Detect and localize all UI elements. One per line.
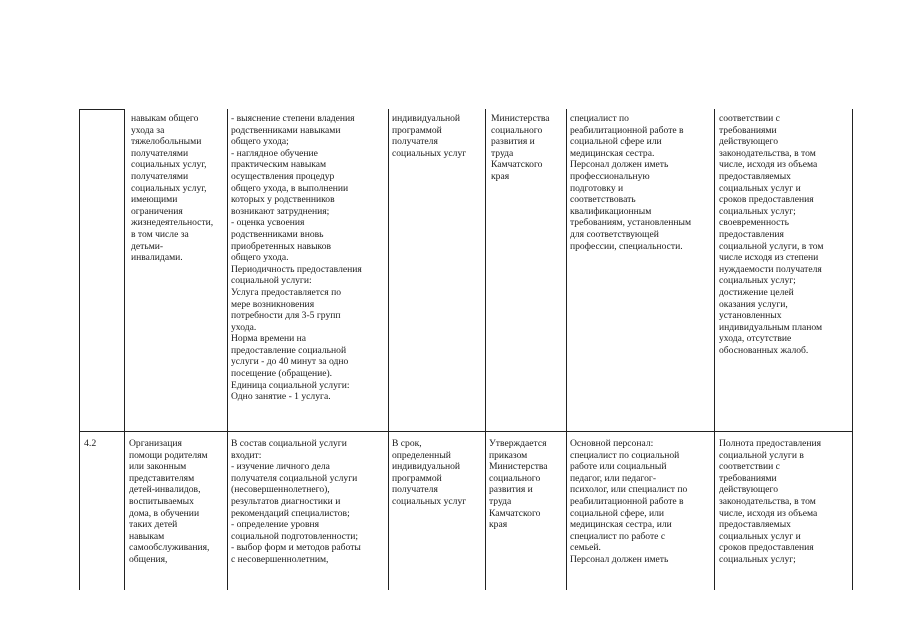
cell-text-line: имеющими	[131, 194, 178, 206]
cell-text-line: общего ухода, в выполнении	[231, 182, 349, 194]
cell-text-line: подготовку и	[570, 182, 624, 194]
cell-text-line: - оценка усвоения	[231, 217, 305, 229]
cell-text-line: воспитываемых	[129, 495, 194, 507]
cell-text-line: ограничения	[131, 205, 183, 217]
cell-text-line: профессии, специальности.	[570, 240, 683, 252]
cell-text-line: труда	[491, 147, 514, 159]
cell-text-line: В срок,	[392, 438, 422, 449]
cell-text-line: практическим навыкам	[231, 159, 327, 171]
cell-text-line: Министерства	[489, 461, 548, 473]
cell-text-line: тяжелобольными	[131, 136, 202, 148]
cell-text-line: таких детей	[129, 519, 178, 531]
cell-text-line: получателями	[131, 170, 189, 182]
cell-text-line: программой	[392, 124, 442, 136]
cell-text-line: социальных услуг;	[719, 205, 796, 217]
row2-conditions-cell	[570, 438, 710, 566]
cell-text-line: достижение целей	[719, 286, 794, 298]
cell-text-line: навыкам общего	[131, 113, 199, 124]
cell-text-line: мере возникновения	[231, 298, 315, 310]
cell-text-line: психолог, или специалист по	[570, 484, 688, 496]
cell-text-line: социального	[491, 124, 543, 136]
table-border-col2	[227, 109, 228, 590]
cell-text-line: Организация	[129, 438, 182, 449]
row1-conditions-cell	[570, 113, 710, 252]
cell-text-line: для соответствующей	[570, 228, 659, 240]
cell-text-line: социальных услуг	[392, 495, 467, 507]
cell-text-line: ухода за	[131, 124, 165, 136]
cell-text-line: педагог, или педагог-	[570, 472, 657, 484]
row2-term-cell	[392, 438, 482, 508]
table-border-col5	[566, 109, 567, 590]
cell-text-line: определенный	[392, 449, 451, 461]
cell-text-line: или законным	[129, 461, 187, 473]
cell-text-line: края	[491, 170, 510, 182]
table-border-col6	[714, 109, 715, 590]
cell-text-line: соответствовать	[570, 194, 636, 206]
row1-standard-cell	[491, 113, 563, 183]
cell-text-line: ухода.	[231, 321, 257, 333]
cell-text-line: квалификационным	[570, 205, 652, 217]
cell-text-line: предоставления	[719, 228, 784, 240]
cell-text-line: - изучение личного дела	[231, 461, 330, 473]
cell-text-line: специалист по	[570, 113, 629, 124]
cell-text-line: семьей.	[570, 542, 601, 554]
cell-text-line: социальных услуг и	[719, 182, 801, 194]
cell-text-line: социальных услуг и	[719, 530, 801, 542]
cell-text-line: Одно занятие - 1 услуга.	[231, 391, 331, 403]
cell-text-line: - выбор форм и методов работы	[231, 542, 361, 554]
cell-text-line: входит:	[231, 449, 262, 461]
cell-text-line: Персонал должен иметь	[570, 553, 669, 565]
row2-description-cell	[231, 438, 384, 566]
cell-text-line: потребности для 3-5 групп	[231, 310, 341, 322]
cell-text-line: приказом	[489, 449, 528, 461]
cell-text-line: развития и	[491, 136, 535, 148]
cell-text-line: индивидуальной	[392, 461, 461, 473]
cell-text-line: Персонал должен иметь	[570, 159, 669, 171]
cell-text-line: В состав социальной услуги	[231, 438, 347, 449]
table-border-col4	[485, 109, 486, 590]
cell-text-line: развития и	[489, 484, 533, 496]
cell-text-line: социального	[489, 472, 541, 484]
cell-text-line: ухода, отсутствие	[719, 333, 792, 345]
cell-text-line: социальных услуг	[392, 147, 467, 159]
table-border-right	[852, 109, 853, 590]
cell-text-line: нуждаемости получателя	[719, 263, 822, 275]
cell-text-line: требованиями	[719, 472, 777, 484]
table-border-col1	[124, 109, 125, 590]
cell-text-line: возникают затруднения;	[231, 205, 330, 217]
cell-text-line: социальной услуги:	[231, 275, 312, 287]
cell-text-line: навыкам	[129, 530, 165, 542]
cell-text-line: детей-инвалидов,	[129, 484, 201, 496]
table-border-col3	[388, 109, 389, 590]
cell-text-line: Единица социальной услуги:	[231, 379, 350, 391]
cell-text-line: социальных услуг,	[131, 182, 207, 194]
cell-text-line: рекомендаций специалистов;	[231, 507, 350, 519]
cell-text-line: Норма времени на	[231, 333, 307, 345]
cell-text-line: сроков предоставления	[719, 542, 814, 554]
row2-name-cell	[129, 438, 224, 566]
cell-text-line: с несовершеннолетним,	[231, 553, 329, 565]
cell-text-line: Камчатского	[491, 159, 543, 171]
cell-text-line: (несовершеннолетнего),	[231, 484, 330, 496]
cell-text-line: в том числе за	[131, 228, 189, 240]
cell-text-line: результатов диагностики и	[231, 495, 341, 507]
cell-text-line: жизнедеятельности,	[131, 217, 214, 229]
cell-text-line: получателя	[392, 484, 438, 496]
cell-text-line: предоставляемых	[719, 170, 791, 182]
cell-text-line: Полнота предоставления	[719, 438, 822, 449]
cell-text-line: числе, исходя из объема	[719, 159, 818, 171]
cell-text-line: общего ухода.	[231, 252, 289, 264]
cell-text-line: медицинская сестра.	[570, 147, 655, 159]
row2-quality-cell	[719, 438, 848, 566]
cell-text-line: программой	[392, 472, 442, 484]
cell-text-line: получателями	[131, 147, 189, 159]
cell-text-line: социальных услуг,	[131, 159, 207, 171]
cell-text-line: действующего	[719, 484, 779, 496]
cell-text-line: Камчатского	[489, 507, 541, 519]
cell-text-line: Основной персонал:	[570, 438, 654, 449]
cell-text-line: реабилитационной работе в	[570, 124, 684, 136]
cell-text-line: требованиями	[719, 124, 777, 136]
cell-text-line: - определение уровня	[231, 519, 320, 531]
cell-text-line: работе или социальный	[570, 461, 667, 473]
cell-text-line: своевременность	[719, 217, 789, 229]
cell-text-line: социальной сфере, или	[570, 507, 665, 519]
cell-text-line: общего ухода;	[231, 136, 289, 148]
cell-text-line: установленных	[719, 310, 782, 322]
cell-text-line: индивидуальной	[392, 113, 461, 124]
cell-text-line: представителям	[129, 472, 195, 484]
cell-text-line: инвалидами.	[131, 252, 183, 264]
cell-text-line: законодательства, в том	[719, 495, 816, 507]
cell-text-line: профессиональную	[570, 170, 650, 182]
cell-text-line: специалист по социальной	[570, 449, 680, 461]
cell-text-line: родственниками навыками	[231, 124, 341, 136]
cell-text-line: края	[489, 519, 508, 531]
cell-text-line: помощи родителям	[129, 449, 208, 461]
cell-text-line: услуги - до 40 минут за одно	[231, 356, 349, 368]
cell-text-line: медицинская сестра, или	[570, 519, 672, 531]
cell-text-line: социальной сфере или	[570, 136, 662, 148]
cell-text-line: обоснованных жалоб.	[719, 344, 809, 356]
cell-text-line: реабилитационной работе в	[570, 495, 684, 507]
cell-text-line: Периодичность предоставления	[231, 263, 362, 275]
cell-text-line: соответствии с	[719, 113, 780, 124]
cell-text-line: числе исходя из степени	[719, 252, 819, 264]
cell-text-line: приобретенных навыков	[231, 240, 332, 252]
cell-text-line: Утверждается	[489, 438, 547, 449]
table-border-left	[79, 109, 80, 590]
cell-text-line: родственниками вновь	[231, 228, 324, 240]
cell-text-line: труда	[489, 495, 512, 507]
cell-text-line: получателя социальной услуги	[231, 472, 358, 484]
cell-text-line: социальной услуги, в том	[719, 240, 824, 252]
cell-text-line: предоставляемых	[719, 519, 791, 531]
cell-text-line: посещение (обращение).	[231, 368, 333, 380]
cell-text-line: получателя	[392, 136, 438, 148]
cell-text-line: соответствии с	[719, 461, 780, 473]
row1-name-cell	[131, 113, 224, 264]
cell-text-line: социальных услуг;	[719, 553, 796, 565]
cell-text-line: требованиям, установленным	[570, 217, 692, 229]
table-border-top-stub	[79, 109, 124, 110]
cell-text-line: сроков предоставления	[719, 194, 814, 206]
cell-text-line: общения,	[129, 553, 168, 565]
cell-text-line: числе, исходя из объема	[719, 507, 818, 519]
row1-description-cell	[231, 113, 384, 403]
table-row-separator	[79, 431, 853, 432]
cell-text-line: специалист по работе с	[570, 530, 666, 542]
cell-text-line: действующего	[719, 136, 779, 148]
row2-standard-cell	[489, 438, 563, 531]
cell-text-line: предоставление социальной	[231, 344, 347, 356]
cell-text-line: осуществления процедур	[231, 170, 335, 182]
row1-quality-cell	[719, 113, 848, 356]
cell-text-line: оказания услуги,	[719, 298, 788, 310]
cell-text-line: законодательства, в том	[719, 147, 816, 159]
cell-text-line: социальных услуг;	[719, 275, 796, 287]
cell-text-line: дома, в обучении	[129, 507, 200, 519]
cell-text-line: социальной услуги в	[719, 449, 804, 461]
cell-text-line: детьми-	[131, 240, 164, 252]
cell-text-line: индивидуальным планом	[719, 321, 823, 333]
cell-text-line: социальной подготовленности;	[231, 530, 359, 542]
cell-text-line: Министерства	[491, 113, 550, 124]
cell-text-line: которых у родственников	[231, 194, 335, 206]
cell-text-line: Услуга предоставляется по	[231, 286, 342, 298]
services-table	[79, 109, 853, 590]
cell-text-line: - выяснение степени владения	[231, 113, 355, 124]
row2-number-cell: 4.2	[84, 438, 97, 449]
cell-text-line: - наглядное обучение	[231, 147, 318, 159]
cell-text-line: самообслуживания,	[129, 542, 210, 554]
row1-term-cell	[392, 113, 482, 159]
